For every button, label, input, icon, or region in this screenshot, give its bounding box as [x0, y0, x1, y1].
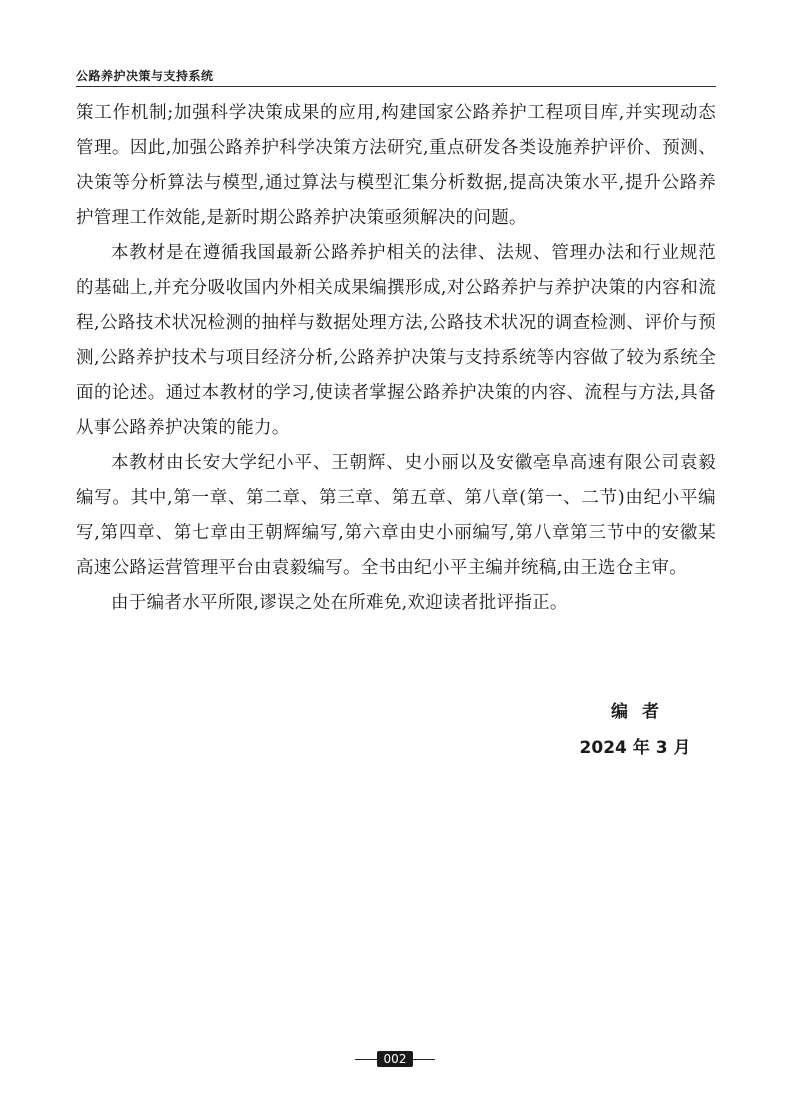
paragraph-apology: 由于编者水平所限,谬误之处在所难免,欢迎读者批评指正。 [111, 593, 568, 613]
header-rule [76, 86, 716, 87]
signature-date: 2024 年 3 月 [579, 738, 691, 758]
body-text [76, 96, 716, 621]
page-number: 002 [377, 1051, 413, 1067]
paragraph-continuation: 策工作机制;加强科学决策成果的应用,构建国家公路养护工程项目库,并实现动态管理。因此,加强公路养护科学决策方法研究,重点研发各类设施养护评价、预测、决策等分析算法与模型,通过算法与模型汇集分析数据,提高决策水平,提升公路养护管理工作效能,是新时期公路养护决策亟须解决的问题。 [76, 103, 716, 228]
paragraph-authors: 本教材由长安大学纪小平、王朝辉、史小丽以及安徽亳阜高速有限公司袁毅编写。其中,第一章、第二章、第三章、第五章、第八章(第一、二节)由纪小平编写,第四章、第七章由王朝辉编写,第六章由史小丽编写,第八章第三节中的安徽某高速公路运营管理平台由袁毅编写。全书由纪小平主编并统稿,由王选仓主审。 [76, 453, 716, 578]
paragraph-textbook-scope: 本教材是在遵循我国最新公路养护相关的法律、法规、管理办法和行业规范的基础上,并充分吸收国内外相关成果编撰形成,对公路养护与养护决策的内容和流程,公路技术状况检测的抽样与数据处理方法,公路技术状况的调查检测、评价与预测,公路养护技术与项目经济分析,公路养护决策与支持系统等内容做了较为系统全面的论述。通过本教材的学习,使读者掌握公路养护决策的内容、流程与方法,具备从事公路养护决策的能力。 [76, 243, 716, 438]
signature-author: 编者 [611, 702, 673, 722]
page-footer [0, 1051, 790, 1067]
running-header: 公路养护决策与支持系统 [76, 69, 214, 83]
